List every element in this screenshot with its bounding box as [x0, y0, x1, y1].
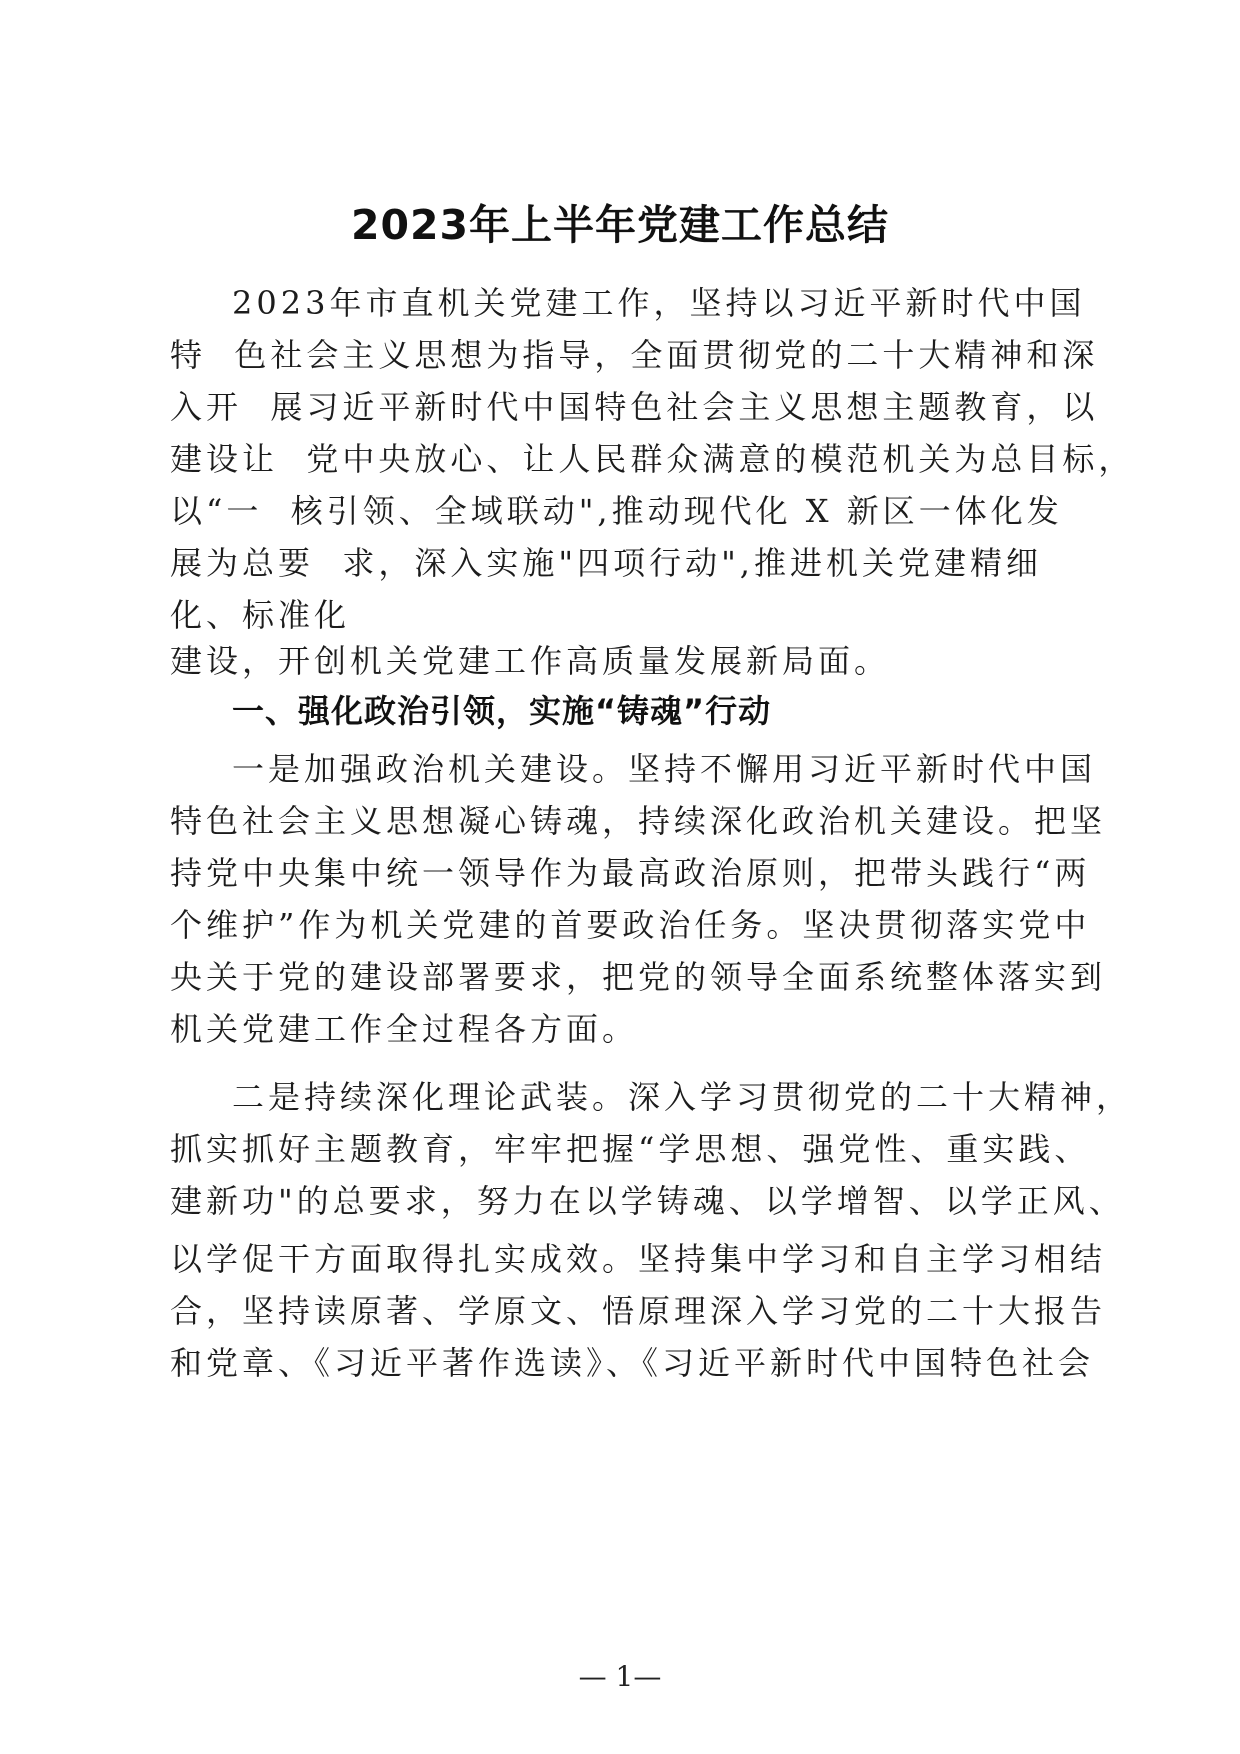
page-number: — 1—	[578, 1660, 662, 1693]
paragraph-line: 央关于党的建设部署要求，把党的领导全面系统整体落实到	[170, 958, 1107, 996]
paragraph-line: 持党中央集中统一领导作为最高政治原则，把带头践行“两	[170, 854, 1091, 892]
document-title: 2023年上半年党建工作总结	[350, 201, 890, 249]
paragraph-line: 一是加强政治机关建设。坚持不懈用习近平新时代中国	[232, 750, 1097, 788]
intro-line: 以“一 核引领、全域联动",推动现代化 X 新区一体化发	[170, 492, 1063, 530]
intro-line: 化、标准化	[170, 596, 351, 634]
paragraph-line: 和党章、《习近平著作选读》、《习近平新时代中国特色社会	[170, 1344, 1095, 1382]
intro-line: 建设，开创机关党建工作高质量发展新局面。	[170, 642, 891, 680]
paragraph-line: 建新功"的总要求，努力在以学铸魂、以学增智、以学正风、	[170, 1182, 1125, 1220]
intro-line: 特 色社会主义思想为指导，全面贯彻党的二十大精神和深	[170, 336, 1099, 374]
paragraph-line: 机关党建工作全过程各方面。	[170, 1010, 639, 1048]
intro-line: 2023年市直机关党建工作，坚持以习近平新时代中国	[232, 284, 1086, 322]
intro-line: 建设让 党中央放心、让人民群众满意的模范机关为总目标，	[170, 440, 1135, 478]
paragraph-line: 特色社会主义思想凝心铸魂，持续深化政治机关建设。把坚	[170, 802, 1107, 840]
paragraph-line: 以学促干方面取得扎实成效。坚持集中学习和自主学习相结	[170, 1240, 1107, 1278]
paragraph-line: 二是持续深化理论武装。深入学习贯彻党的二十大精神，	[232, 1078, 1133, 1116]
intro-line: 入开 展习近平新时代中国特色社会主义思想主题教育，以	[170, 388, 1099, 426]
paragraph-line: 抓实抓好主题教育，牢牢把握“学思想、强党性、重实践、	[170, 1130, 1091, 1168]
intro-line: 展为总要 求，深入实施"四项行动",推进机关党建精细	[170, 544, 1042, 582]
paragraph-line: 合，坚持读原著、学原文、悟原理深入学习党的二十大报告	[170, 1292, 1107, 1330]
section-heading: 一、强化政治引领，实施“铸魂”行动	[232, 692, 772, 730]
paragraph-line: 个维护”作为机关党建的首要政治任务。坚决贯彻落实党中	[170, 906, 1091, 944]
